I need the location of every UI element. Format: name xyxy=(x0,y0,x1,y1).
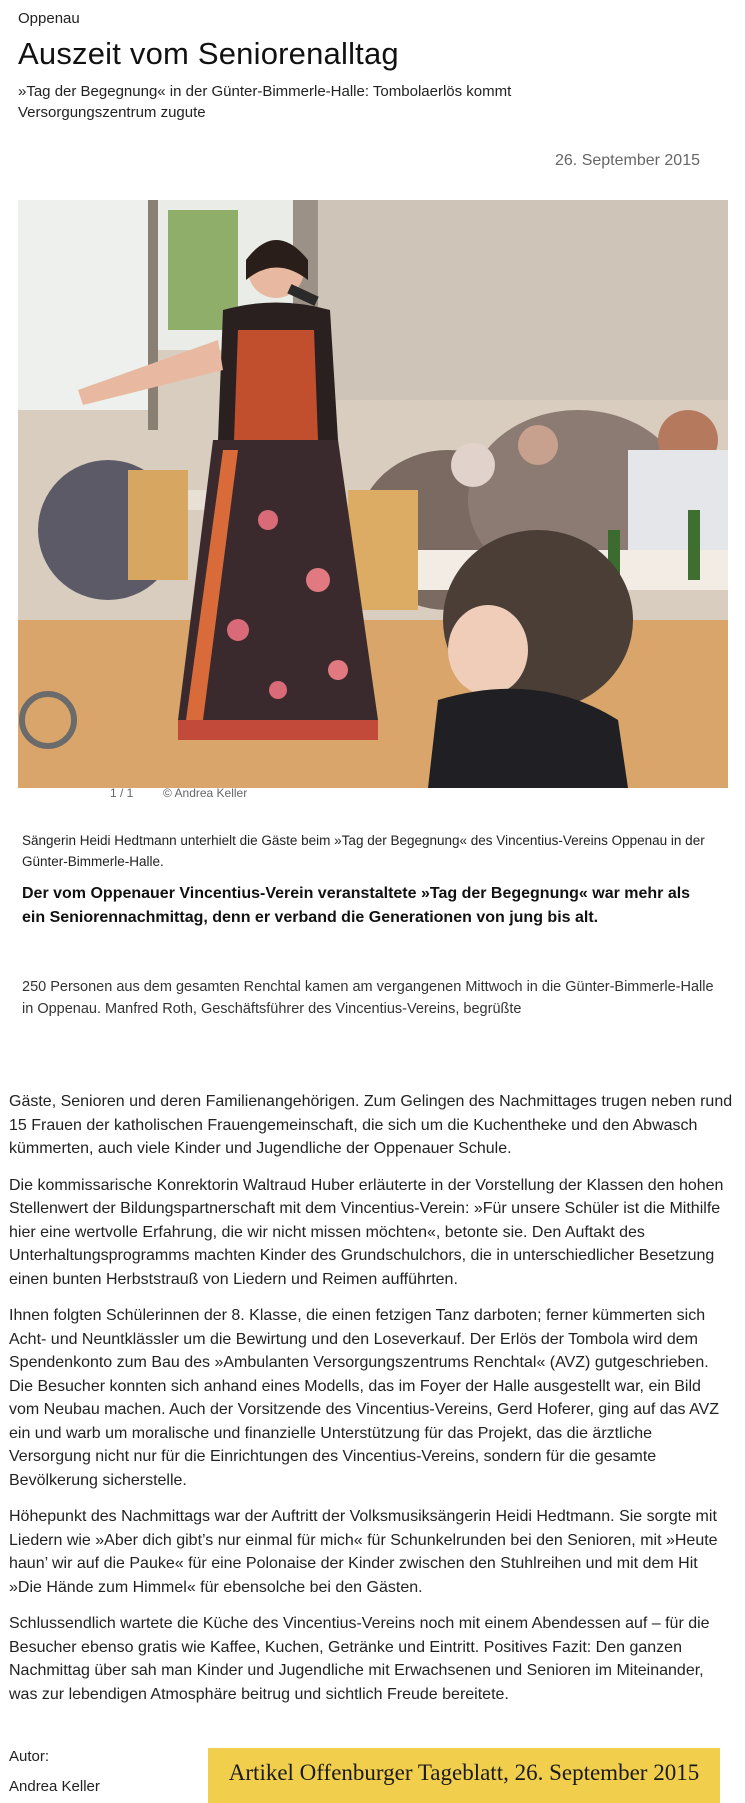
article-subhead: »Tag der Begegnung« in der Günter-Bimmerle-Halle: Tombolaerlös kommt Versorgungszentrum zugute xyxy=(18,83,512,121)
author-label: Autor: xyxy=(9,1748,50,1765)
body-paragraph: Schlussendlich wartete die Küche des Vincentius-Vereins noch mit einem Abendessen auf – für die Besucher ebenso gratis wie Kaffee, Kuchen, Getränke und Eintritt. Positives Fazit: Den ganzen Nachmittag über sah man Kinder und Jugendliche mit Erwachsenen und Senioren im Miteinander, was zur lebendigen Atmosphäre beitrug und sichtlich Freude bereitete. xyxy=(9,1615,710,1703)
author-name: Andrea Keller xyxy=(9,1778,100,1795)
article-kicker: Oppenau xyxy=(18,10,80,27)
photo-caption: Sängerin Heidi Hedtmann unterhielt die Gäste beim »Tag der Begegnung« des Vincentius-Vereins Oppenau in der Günter-Bimmerle-Halle. xyxy=(22,833,705,869)
article-lead: Der vom Oppenauer Vincentius-Verein veranstaltete »Tag der Begegnung« war mehr als ein Seniorennachmittag, denn er verband die Generationen von jung bis alt. xyxy=(22,885,691,926)
article-photo[interactable] xyxy=(18,200,728,788)
article-teaser: 250 Personen aus dem gesamten Renchtal kamen am vergangenen Mittwoch in die Günter-Bimmerle-Halle in Oppenau. Manfred Roth, Geschäftsführer des Vincentius-Vereins, begrüßte xyxy=(22,979,714,1017)
photo-illustration xyxy=(18,200,728,788)
photo-counter: 1 / 1 xyxy=(110,786,134,800)
article-date: 26. September 2015 xyxy=(555,152,700,169)
article-headline: Auszeit vom Seniorenalltag xyxy=(18,36,399,71)
source-banner-text: Artikel Offenburger Tageblatt, 26. September 2015 xyxy=(228,1760,700,1785)
article-body xyxy=(9,1090,735,1719)
photo-copyright: © Andrea Keller xyxy=(163,786,248,800)
body-paragraph: Ihnen folgten Schülerinnen der 8. Klasse, die einen fetzigen Tanz darboten; ferner kümmerten sich Acht- und Neuntklässler um die Bewirtung und den Loseverkauf. Der Erlös der Tombola wird dem Spendenkonto zum Bau des »Ambulanten Versorgungszentrums Renchtal« (AVZ) gutgeschrieben. Die Besucher konnten sich anhand eines Modells, das im Foyer der Halle ausgestellt war, ein Bild vom Neubau machen. Auch der Vorsitzende des Vincentius-Vereins, Gerd Hoferer, ging auf das AVZ ein und warb um moralische und finanzielle Unterstützung für das Projekt, das die ärztliche Versorgung nicht nur für die Einrichtungen des Vincentius-Vereins, sondern für die gesamte Bevölkerung sicherstelle. xyxy=(9,1307,720,1489)
source-banner xyxy=(208,1748,720,1803)
body-paragraph: Höhepunkt des Nachmittags war der Auftritt der Volksmusiksängerin Heidi Hedtmann. Sie sorgte mit Liedern wie »Aber dich gibt’s nur einmal für mich« für Schunkelrunden bei den Senioren, mit »Heute haun’ wir auf die Pauke« für eine Polonaise der Kinder zwischen den Stuhlreihen und mit dem Hit »Die Hände zum Himmel« für ebensolche bei den Gästen. xyxy=(9,1508,718,1596)
body-paragraph: Gäste, Senioren und deren Familienangehörigen. Zum Gelingen des Nachmittages trugen neben rund 15 Frauen der katholischen Frauengemeinschaft, die sich um die Kuchentheke und den Abwasch kümmerten, auch viele Kinder und Jugendliche der Oppenauer Schule. xyxy=(9,1093,733,1157)
body-paragraph: Die kommissarische Konrektorin Waltraud Huber erläuterte in der Vorstellung der Klassen den hohen Stellenwert der Bildungspartnerschaft mit dem Vincentius-Verein: »Für unsere Schüler ist die Mithilfe hier eine wertvolle Erfahrung, die wir nicht missen möchten«, betonte sie. Den Auftakt des Unterhaltungsprogramms machten Kinder des Grundschulchors, die in unterschiedlicher Besetzung einen bunten Herbststrauß von Liedern und Reimen aufführten. xyxy=(9,1176,724,1288)
